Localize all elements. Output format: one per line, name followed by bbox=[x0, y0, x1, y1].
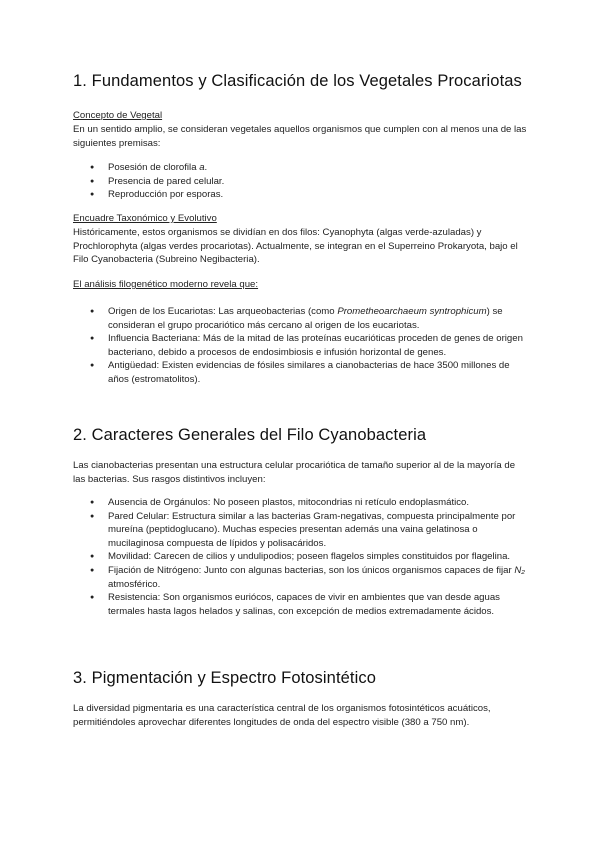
premises-list bbox=[90, 161, 530, 202]
frame-heading: Encuadre Taxonómico y Evolutivo bbox=[73, 213, 217, 224]
list-item: ● Reproducción por esporas. bbox=[90, 188, 530, 202]
list-item: ● Antigüedad: Existen evidencias de fósiles similares a cianobacterias de hace 3500 millones de años (estromatolitos). bbox=[90, 359, 530, 386]
list-item: ● Pared Celular: Estructura similar a las bacterias Gram-negativas, compuesta principalmente por mureína (peptidoglucano). Muchas especies presentan además una vaina gelatinosa o mucilaginosa compuesta de lípidos y polisacáridos. bbox=[90, 510, 530, 551]
list-item: ● Influencia Bacteriana: Más de la mitad de las proteínas eucarióticas proceden de genes de origen bacteriano, debido a procesos de endosimbiosis e infusión horizontal de genes. bbox=[90, 332, 530, 359]
list-item: ● Origen de los Eucariotas: Las arqueobacterias (como Prometheoarchaeum syntrophicum) se consideran el grupo procariótico más cercano al origen de los eucariotas. bbox=[90, 305, 530, 332]
list-item: ● Ausencia de Orgánulos: No poseen plastos, mitocondrias ni retículo endoplasmático. bbox=[90, 496, 530, 510]
list-item: ● Presencia de pared celular. bbox=[90, 175, 530, 189]
list-item: ● Posesión de clorofila a. bbox=[90, 161, 530, 175]
section-2-intro: Las cianobacterias presentan una estructura celular procariótica de tamaño superior al de la mayoría de las bacterias. Sus rasgos distintivos incluyen: bbox=[73, 460, 516, 485]
analysis-list bbox=[90, 305, 530, 387]
list-item: ● Movilidad: Carecen de cilios y undulipodios; poseen flagelos simples constituidos por flagelina. bbox=[90, 550, 530, 564]
list-item: ● Fijación de Nitrógeno: Junto con algunas bacterias, son los únicos organismos capaces de fijar N₂ atmosférico. bbox=[90, 564, 530, 591]
section-2-title: 2. Caracteres Generales del Filo Cyanobacteria bbox=[73, 426, 427, 444]
characters-list bbox=[90, 496, 530, 618]
frame-text: Históricamente, estos organismos se dividían en dos filos: Cyanophyta (algas verde-azuladas) y Prochlorophyta (algas verdes procariotas). Actualmente, se integran en el Superreino Prokaryota, bajo el Filo Cyanobacteria (Subreino Negibacteria). bbox=[73, 227, 518, 266]
section-3-intro: La diversidad pigmentaria es una característica central de los organismos fotosintéticos acuáticos, permitiéndoles aprovechar diferentes longitudes de onda del espectro visible (380 a 750 nm). bbox=[73, 703, 491, 728]
list-item: ● Resistencia: Son organismos euriócos, capaces de vivir en ambientes que van desde aguas termales hasta lagos helados y salinas, con excepción de medios extremadamente ácidos. bbox=[90, 591, 530, 618]
concept-heading: Concepto de Vegetal bbox=[73, 110, 163, 121]
concept-text: En un sentido amplio, se consideran vegetales aquellos organismos que cumplen con al menos una de las siguientes premisas: bbox=[73, 124, 527, 149]
section-3-title: 3. Pigmentación y Espectro Fotosintético bbox=[73, 669, 376, 687]
analysis-heading: El análisis filogenético moderno revela que: bbox=[73, 279, 259, 290]
section-1-title: 1. Fundamentos y Clasificación de los Vegetales Procariotas bbox=[73, 72, 522, 90]
